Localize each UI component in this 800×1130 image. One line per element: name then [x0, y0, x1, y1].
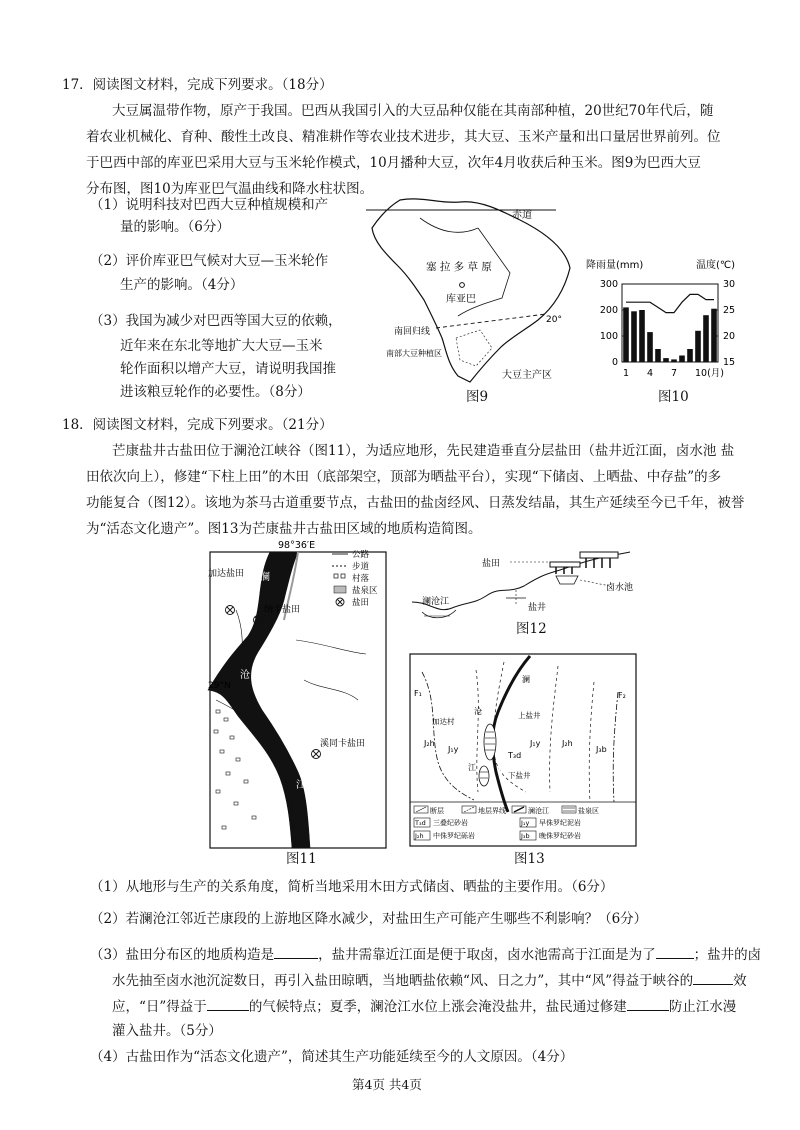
q17-sub3-line-1: （3）我国为减少对巴西等国大豆的依赖， — [90, 313, 342, 329]
fig9-south-zone-label: 南部大豆种植区 — [386, 349, 442, 358]
fig13-legend-boundary: 地层界线 — [478, 807, 506, 815]
fig13-river-label-lan: 澜 — [522, 675, 530, 684]
fig13-stratum-j1y-east: J₁y — [530, 739, 541, 748]
q18-sub4: （4）古盐田作为“活态文化遗产”，简述其生产功能延续至今的人文原因。（4分） — [90, 1049, 574, 1065]
q17-sub3-line-2: 近年来在东北等地扩大大豆—玉米 — [120, 338, 323, 354]
q17-para-line-1: 大豆属温带作物，原产于我国。巴西从我国引入的大豆品种仅能在其南部种植，20世纪70年代后，随 — [112, 103, 714, 119]
fig10-right-tick-label: 30 — [723, 279, 736, 290]
fig11-legend-road: 公路 — [352, 550, 370, 560]
fig10-precip-bar — [631, 311, 637, 362]
q17-sub1-line-2: 量的影响。（6分） — [120, 219, 230, 235]
q18-para-line-1: 芒康盐井古盐田位于澜沧江峡谷（图11），为适应地形，先民建造垂直分层盐田（盐井近江面，卤水池 盐 — [112, 443, 735, 459]
fig10-precip-bar — [663, 358, 669, 362]
fig10-caption: 图10 — [658, 389, 689, 405]
fig13-legend-triassic: 三叠纪砂岩 — [433, 819, 468, 827]
fig10-temp-axis-label: 温度(℃) — [696, 260, 736, 271]
fig9-tropic-label: 南回归线 — [394, 327, 431, 337]
fig11-river-label-3: 江 — [296, 780, 306, 791]
q17-para-line-4: 分布图，图10为库亚巴气温曲线和降水柱状图。 — [86, 181, 374, 197]
fig13-legend-code-t3d: T₃d — [415, 819, 426, 827]
q18-sub3-text-b: ，盐井需靠近江面是便于取卤，卤水池需高于江面是为了 — [318, 947, 656, 963]
fig13-stratum-j3b: J₃b — [596, 745, 607, 754]
fig13-legend-fault: 断层 — [430, 807, 444, 815]
fig10-precip-bar — [711, 309, 717, 362]
fig10-precip-bar — [647, 332, 653, 362]
fig10-precip-bar — [687, 349, 693, 362]
fig11-legend-spring: 盐泉区 — [352, 586, 378, 596]
fig10-precip-bar — [671, 359, 677, 362]
q18-header: 18．阅读图文材料，完成下列要求。（21分） — [62, 417, 333, 433]
page-footer: 第4页 共4页 — [352, 1077, 422, 1092]
q18-sub3-text-g: 的气候特点；夏季，澜沧江水位上涨会淹没盐井，盐民通过修建 — [248, 999, 627, 1015]
fig13-f1-label: F₁ — [414, 689, 422, 698]
q18-sub3-text-a: （3）盐田分布区的地质构造是 — [90, 947, 275, 963]
fig11-xiduka-label: 溪同卡盐田 — [320, 739, 366, 749]
q18-sub2: （2）若澜沧江邻近芒康段的上游地区降水减少，对盐田生产可能产生哪些不利影响？（6分） — [90, 911, 648, 927]
fig10-precip-axis-label: 降雨量(mm) — [586, 260, 644, 271]
q18-para-line-2: 田依次向上），修建“下柱上田”的木田（底部架空，顶部为晒盐平台），实现“下储卤、上晒盐、中存盐”的多 — [86, 469, 722, 485]
fig13-legend-early-jurassic: 早侏罗纪泥岩 — [539, 819, 581, 827]
q17-sub3-line-3: 轮作面积以增产大豆，请说明我国推 — [120, 361, 336, 377]
fig13-river-label-cang: 沧 — [474, 707, 482, 716]
fig10-left-tick-label: 200 — [599, 305, 618, 316]
q17-sub2-line-1: （2）评价库亚巴气候对大豆—玉米轮作 — [90, 253, 329, 269]
fig11-legend-trail: 步道 — [352, 562, 370, 572]
fig10-right-tick-label: 15 — [723, 357, 736, 368]
fig13-shangyan-label: 上盐井 — [518, 711, 541, 720]
fig13-river-label-jiang: 江 — [468, 763, 476, 772]
answer-blank-4[interactable] — [207, 996, 249, 1011]
fig9-equator-label: 赤道 — [512, 210, 532, 221]
answer-blank-3[interactable] — [693, 970, 733, 985]
fig9-city-label: 库亚巴 — [446, 294, 476, 305]
q18-sub3-line-1 — [90, 942, 761, 968]
fig12-caption: 图12 — [516, 621, 547, 637]
fig11-river-label-2: 沧 — [240, 670, 250, 681]
fig10-x-tick-label: 1 — [623, 368, 630, 379]
fig10-x-tick-label: 4 — [647, 368, 654, 379]
fig11-jiada-label: 加达盐田 — [208, 569, 245, 579]
fig11-caption: 图11 — [286, 851, 317, 867]
figure-9-brazil-map — [360, 188, 600, 388]
fig13-jiada-label: 加达村 — [432, 717, 455, 726]
fig10-x-tick-label: 10(月) — [695, 368, 725, 379]
fig13-stratum-t3d: T₃d — [508, 751, 522, 760]
fig13-legend-code-j2h: J₂h — [415, 832, 424, 840]
fig13-legend-middle-jurassic: 中侏罗纪砾岩 — [433, 832, 475, 840]
q17-sub1-line-1: （1）说明科技对巴西大豆种植规模和产 — [90, 197, 329, 213]
q17-sub2-line-2: 生产的影响。（4分） — [120, 277, 244, 293]
fig13-legend-spring: 盐泉区 — [578, 807, 599, 815]
fig13-legend-code-j1y: J₁y — [521, 819, 530, 827]
fig13-legend-river: 澜沧江 — [528, 807, 549, 815]
q18-sub3-text-h: 防止江水漫 — [668, 999, 737, 1015]
q17-para-line-3: 于巴西中部的库亚巴采用大豆与玉米轮作模式，10月播种大豆，次年4月收获后种玉米。图9为巴西大豆 — [86, 155, 701, 171]
fig10-precip-bar — [703, 315, 709, 362]
fig11-latitude-label: 29°N — [208, 681, 231, 691]
fig9-caption: 图9 — [466, 389, 489, 405]
fig13-legend-late-jurassic: 晚侏罗纪砂岩 — [539, 832, 581, 840]
fig12-river-label: 澜沧江 — [422, 597, 450, 607]
fig11-legend-saltfield: 盐田 — [352, 598, 370, 608]
q18-sub1: （1）从地形与生产的关系角度，简析当地采用木田方式储卤、晒盐的主要作用。（6分） — [90, 879, 614, 895]
fig13-stratum-j2h-west: J₂h — [424, 739, 435, 748]
fig11-legend-village: 村落 — [352, 574, 370, 584]
fig13-stratum-j1y-west: J₁y — [448, 745, 459, 754]
fig11-river-label-1: 澜 — [260, 572, 270, 583]
figure-12-cross-section — [410, 546, 640, 624]
q18-sub3-text-c: ；盐井的卤 — [693, 947, 762, 963]
fig10-left-tick-label: 300 — [599, 279, 618, 290]
q18-sub3-line-3 — [112, 994, 736, 1020]
fig13-caption: 图13 — [514, 851, 545, 867]
fig12-well-label: 盐井 — [528, 603, 547, 613]
fig10-precip-bar — [679, 356, 685, 363]
fig13-xiayan-label: 下盐井 — [508, 771, 531, 780]
fig10-precip-bar — [639, 310, 645, 362]
figure-13-geology-map — [408, 652, 640, 850]
fig12-brine-pool-label: 卤水池 — [606, 583, 634, 593]
q17-para-line-2: 着农业机械化、育种、酸性土改良、精准耕作等农业技术进步，其大豆、玉米产量和出口量居世界前列。位 — [86, 129, 721, 145]
fig10-left-tick-label: 0 — [611, 357, 618, 368]
figure-10-climate-chart — [586, 256, 756, 386]
q18-sub3-line-4: 灌入盐井。（5分） — [112, 1023, 222, 1039]
fig11-naka-label: 纳卡盐田 — [264, 605, 301, 615]
q18-sub3-text-d: 水先抽至卤水池沉淀数日，再引入盐田晾晒，当地晒盐依赖“风、日之力”，其中“风”得益于峡谷的 — [112, 973, 694, 989]
q17-header: 17．阅读图文材料，完成下列要求。（18分） — [62, 77, 333, 93]
q18-para-line-3: 功能复合（图12）。该地为茶马古道重要节点，古盐田的盐卤经风、日蒸发结晶，其生产延续至今已千年，被誉 — [86, 495, 745, 511]
fig10-temperature-line — [626, 294, 714, 312]
answer-blank-1[interactable] — [274, 944, 318, 959]
fig10-right-tick-label: 25 — [723, 305, 736, 316]
answer-blank-5[interactable] — [627, 996, 669, 1011]
figure-11-salt-field-map — [196, 540, 396, 852]
fig12-saltfield-label: 盐田 — [482, 559, 501, 569]
q18-sub3-text-e: 效 — [733, 973, 747, 989]
q18-sub3-text-f: 应，“日”得益于 — [112, 999, 207, 1015]
fig9-lat20-label: 20° — [546, 315, 562, 325]
answer-blank-2[interactable] — [656, 944, 694, 959]
q18-para-line-4: 为“活态文化遗产”。图13为芒康盐井古盐田区域的地质构造简图。 — [86, 521, 482, 537]
fig10-precip-bar — [695, 331, 701, 362]
fig13-legend-code-j3b: J₃b — [521, 832, 530, 840]
q18-sub3-line-2 — [112, 968, 747, 994]
fig10-x-tick-label: 7 — [671, 368, 678, 379]
fig10-precip-bar — [623, 307, 629, 362]
fig10-precip-bar — [655, 349, 661, 362]
q17-sub3-line-4: 进该粮豆轮作的必要性。（8分） — [120, 384, 311, 400]
fig10-right-tick-label: 20 — [723, 331, 736, 342]
fig11-longitude-label: 98°36′E — [278, 540, 316, 551]
fig10-left-tick-label: 100 — [599, 331, 618, 342]
fig9-plateau-label: 塞 拉 多 草 原 — [426, 261, 492, 273]
fig13-stratum-j2h-east: J₂h — [562, 739, 573, 748]
fig13-f2-label: F₂ — [618, 691, 626, 700]
fig9-main-zone-label: 大豆主产区 — [502, 370, 552, 381]
